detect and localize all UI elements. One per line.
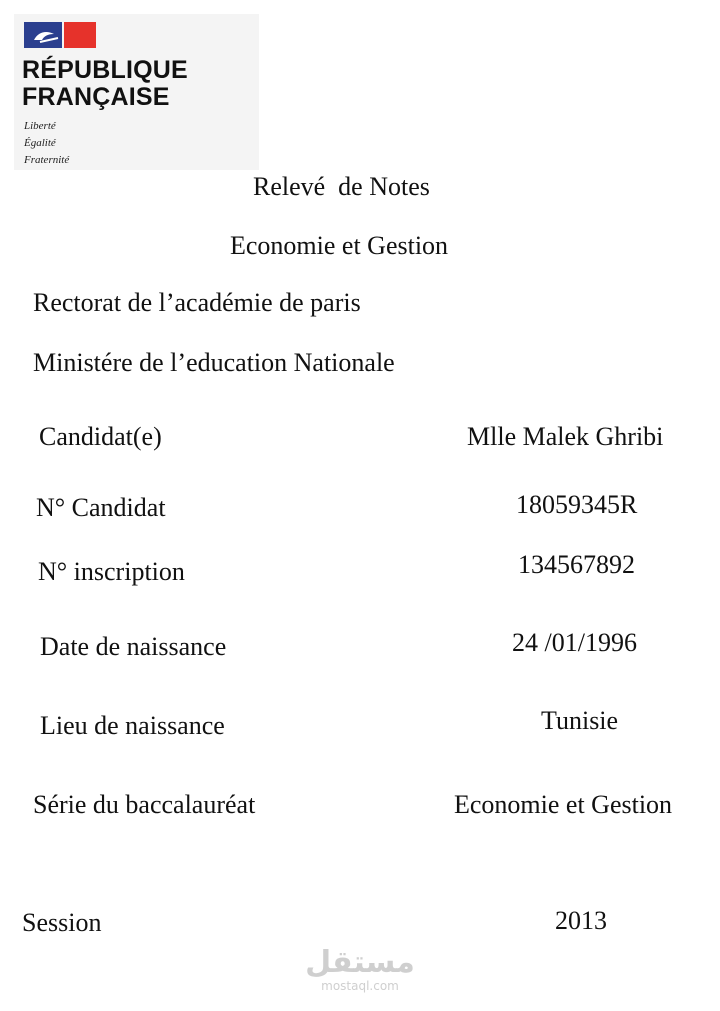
field-value-date-naissance: 24 /01/1996 xyxy=(512,628,637,657)
field-value-candidat: Mlle Malek Ghribi xyxy=(467,422,664,451)
field-value-serie: Economie et Gestion xyxy=(454,790,673,819)
field-label-candidat: Candidat(e) xyxy=(39,422,162,451)
logo-line-1: RÉPUBLIQUE xyxy=(22,56,188,84)
logo-motto-3: Fraternité xyxy=(24,154,70,166)
field-value-lieu-naissance: Tunisie xyxy=(541,706,619,735)
logo-motto-1: Liberté xyxy=(24,120,56,132)
logo-line-2: FRANÇAISE xyxy=(22,83,170,111)
field-label-lieu-naissance: Lieu de naissance xyxy=(40,711,225,740)
field-value-numero-candidat: 18059345R xyxy=(516,490,638,519)
field-label-numero-candidat: N° Candidat xyxy=(36,493,166,522)
document-title: Relevé de Notes xyxy=(253,172,430,201)
field-label-inscription: N° inscription xyxy=(38,557,185,586)
document-subtitle: Economie et Gestion xyxy=(230,231,449,260)
authority-rectorat: Rectorat de l’académie de paris xyxy=(33,288,361,317)
marianne-flag-icon xyxy=(24,22,96,48)
mostaql-watermark xyxy=(300,945,420,993)
field-value-inscription: 134567892 xyxy=(518,550,635,579)
logo-motto-2: Égalité xyxy=(24,137,56,149)
field-value-session: 2013 xyxy=(555,906,607,935)
watermark-brand: مستقل xyxy=(305,945,415,980)
field-label-date-naissance: Date de naissance xyxy=(40,632,227,661)
watermark-url: mostaql.com xyxy=(321,979,399,993)
field-label-session: Session xyxy=(22,908,102,937)
field-label-serie: Série du baccalauréat xyxy=(33,790,256,819)
authority-ministere: Ministére de l’education Nationale xyxy=(33,348,395,377)
republique-francaise-logo xyxy=(14,14,259,170)
